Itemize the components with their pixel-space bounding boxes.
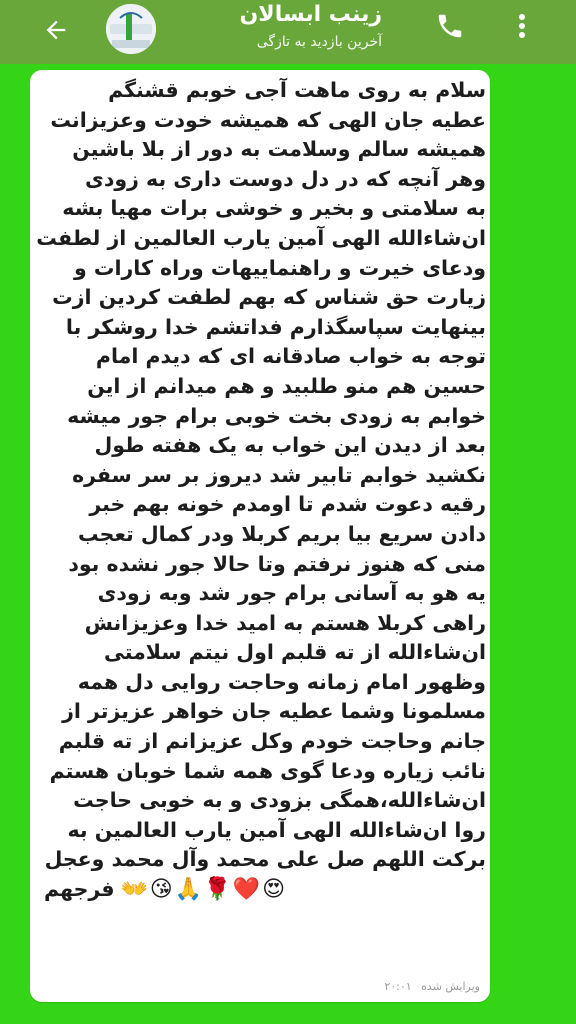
phone-icon (435, 11, 465, 41)
message-line: همیشه سالم وسلامت به دور از بلا باشین (72, 137, 486, 162)
message-line: ان‌شاءالله الهی آمین یارب العالمین از لطفت (36, 225, 486, 250)
back-button[interactable] (36, 10, 76, 50)
more-vertical-icon (518, 13, 526, 39)
message-line: بینهایت سپاسگذارم فداتشم خدا روشکر با (65, 314, 486, 339)
emoji-rose: 🌹 (203, 876, 231, 902)
emoji-heart-eyes: 😍 (262, 876, 285, 902)
emoji-kiss: 😘 (149, 876, 173, 902)
message-line: ودعای خیرت و راهنماییهات وراه کارات و (73, 255, 486, 280)
message-bubble[interactable] (30, 70, 490, 1002)
contact-info[interactable] (160, 0, 420, 64)
arrow-left-icon (42, 16, 70, 44)
message-line: عطیه جان الهی که همیشه خودت وعزیزانت (50, 107, 486, 132)
emoji-open-hands: 👐 (120, 876, 148, 902)
chat-header (0, 0, 576, 64)
message-last-line (44, 875, 486, 905)
message-line: حسین هم منو طلبید و هم میدانم از این (87, 373, 486, 398)
more-options-button[interactable] (510, 6, 534, 46)
last-seen-status: آخرین بازدید به تازگی (256, 34, 382, 50)
message-line: زیارت حق شناس که بهم لطفت کردین ازت (52, 285, 486, 310)
contact-avatar[interactable] (106, 4, 156, 54)
message-line: یه هو به آسانی برام جور شد وبه زودی (97, 581, 486, 606)
emoji-row (120, 876, 285, 902)
message-line: توجه به خواب صادقانه ای که دیدم امام (95, 344, 486, 369)
message-line: سلام به روی ماهت آجی خوبم قشنگم (108, 78, 486, 102)
message-line: نائب زیاره ودعا گوی همه شما خوبان هستم (49, 758, 486, 783)
message-line: نکشید خوابم تابیر شد دیروز بر سر سفره (72, 462, 486, 487)
message-line: وهر آنچه که در دل دوست داری به زودی (85, 166, 486, 191)
message-line: ان‌شاءالله،همگی بزودی و به خوبی حاجت (73, 788, 486, 813)
message-line: مسلمونا وشما عطیه جان خواهر عزیزتر از (62, 699, 486, 724)
emoji-heart: ❤️ (232, 876, 261, 902)
message-line: جانم وحاجت خودم وکل عزیزانم از ته قلبم (58, 729, 486, 754)
message-line: برکت اللهم صل علی محمد وآل محمد وعجل (44, 847, 486, 872)
message-line: رقیه دعوت شدم تا اومدم خونه بهم خبر (89, 492, 486, 517)
contact-name: زینب ابسالان (239, 2, 382, 27)
message-line: بعد از دیدن این خواب به یک هفته طول (94, 433, 486, 458)
message-line: به سلامتی و بخیر و خوشی برات مهیا بشه (62, 196, 486, 221)
call-button[interactable] (430, 6, 470, 46)
message-meta (380, 980, 480, 993)
edited-label: ویرایش شده (421, 980, 480, 993)
message-text (36, 76, 486, 905)
avatar-image (106, 4, 156, 54)
message-line: وظهور امام زمانه وحاجت روایی دل همه (77, 669, 486, 694)
message-line: ان‌شاءالله از ته قلبم اول نیتم سلامتی (104, 640, 486, 665)
message-line: فرجهم (44, 877, 115, 902)
message-time: ۲۰:۰۱ (384, 980, 412, 993)
message-line: خوابم به زودی بخت خوبی برام جور میشه (67, 403, 486, 428)
message-line: روا ان‌شاءالله الهی آمین یارب العالمین به (67, 817, 486, 842)
message-line: منی که هنوز نرفتم وتا حالا جور نشده بود (68, 551, 486, 576)
message-line: راهی کربلا هستم به امید خدا وعزیزانش (84, 610, 486, 635)
emoji-praying-hands: 🙏 (174, 876, 202, 902)
message-line: دادن سریع بیا بریم کربلا ودر کمال تعجب (77, 521, 486, 546)
